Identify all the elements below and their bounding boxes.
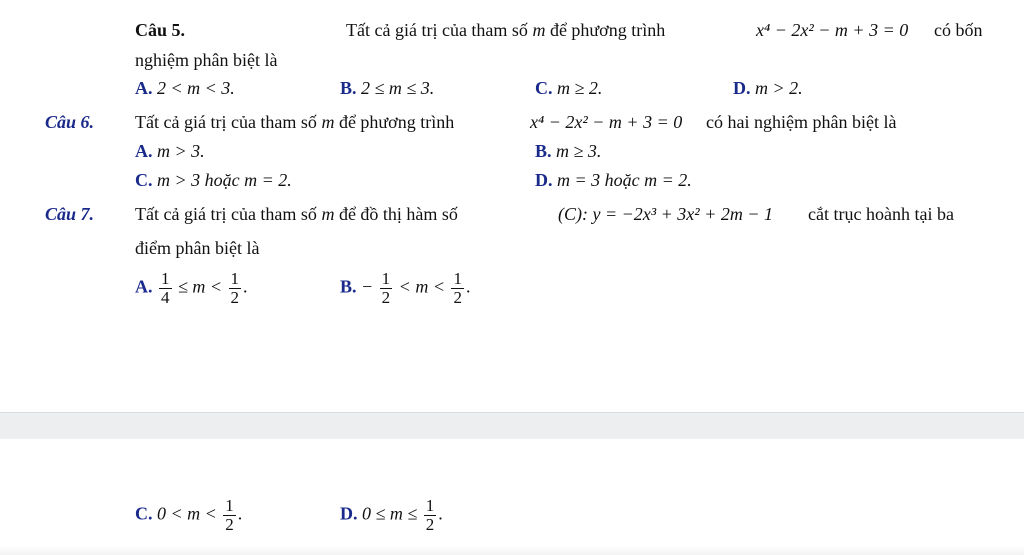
q5-option-c bbox=[535, 78, 602, 99]
q6-option-c bbox=[135, 170, 292, 191]
q6-option-c-key: C. bbox=[135, 170, 153, 190]
question-6-label: Câu 6. bbox=[45, 112, 95, 132]
q6-option-c-text: m > 3 hoặc m = 2. bbox=[157, 170, 292, 190]
q5-intro: Tất cả giá trị của tham số bbox=[346, 20, 528, 40]
page-bottom-edge bbox=[0, 546, 1024, 555]
question-6-stem bbox=[135, 112, 454, 133]
q6-option-a-text: m > 3. bbox=[157, 141, 205, 161]
q6-var: m bbox=[321, 112, 335, 132]
q7-option-d-pre: 0 ≤ m ≤ bbox=[362, 503, 418, 524]
q6-mid: để phương trình bbox=[338, 112, 455, 132]
q7-stem-line2: điểm phân biệt là bbox=[135, 238, 260, 258]
q6-tail: có hai nghiệm phân biệt là bbox=[706, 112, 897, 132]
page-break-gap bbox=[0, 412, 1024, 439]
q7-option-a-key: A. bbox=[135, 276, 153, 297]
q6-option-b-text: m ≥ 3. bbox=[556, 141, 602, 161]
q5-option-d bbox=[733, 78, 803, 99]
q6-option-d-text: m = 3 hoặc m = 2. bbox=[557, 170, 692, 190]
q7-option-a: A. $\frac{1}{4}$ ≤ m < $\frac{1}{2}$ . bbox=[135, 269, 248, 307]
q7-option-c-pre: 0 < m < bbox=[157, 503, 217, 524]
q7-option-c: C. 0 < m < $\frac{1}{2}$ . bbox=[135, 496, 243, 534]
q5-mid: để phương trình bbox=[549, 20, 666, 40]
q5-option-b-text: 2 ≤ m ≤ 3. bbox=[361, 78, 435, 98]
q7-option-b-fraction-2: $\frac{1}{2}$ bbox=[453, 269, 462, 307]
q6-option-d-key: D. bbox=[535, 170, 553, 190]
q7-function: (C): y = −2x³ + 3x² + 2m − 1 bbox=[558, 204, 773, 224]
q7-mid: để đồ thị hàm số bbox=[338, 204, 458, 224]
q7-tail: cắt trục hoành tại ba bbox=[808, 204, 954, 224]
q7-option-d: D. 0 ≤ m ≤ $\frac{1}{2}$ . bbox=[340, 496, 443, 534]
q5-option-b-key: B. bbox=[340, 78, 357, 98]
q7-option-a-fraction-2: $\frac{1}{2}$ bbox=[230, 269, 240, 307]
q7-option-b: B. − $\frac{1}{2}$ < m < $\frac{1}{2}$ . bbox=[340, 269, 471, 307]
q7-option-b-fraction-1: $\frac{1}{2}$ bbox=[381, 269, 391, 307]
q6-option-d bbox=[535, 170, 692, 191]
q7-option-b-key: B. bbox=[340, 276, 357, 297]
q5-option-a bbox=[135, 78, 235, 99]
q5-tail: có bốn bbox=[934, 20, 983, 40]
q7-var: m bbox=[321, 204, 335, 224]
q5-option-a-text: 2 < m < 3. bbox=[157, 78, 235, 98]
q6-intro: Tất cả giá trị của tham số bbox=[135, 112, 317, 132]
q5-option-d-key: D. bbox=[733, 78, 751, 98]
q7-option-a-fraction-1: $\frac{1}{4}$ bbox=[161, 269, 170, 307]
q7-option-a-mid: ≤ m < bbox=[178, 276, 223, 297]
q5-option-b bbox=[340, 78, 434, 99]
q6-option-a bbox=[135, 141, 205, 162]
q5-equation: x⁴ − 2x² − m + 3 = 0 bbox=[756, 20, 909, 40]
q6-option-a-key: A. bbox=[135, 141, 153, 161]
q7-option-c-fraction: $\frac{1}{2}$ bbox=[225, 496, 234, 534]
q7-intro: Tất cả giá trị của tham số bbox=[135, 204, 317, 224]
q7-option-d-fraction: $\frac{1}{2}$ bbox=[425, 496, 435, 534]
q5-option-c-text: m ≥ 2. bbox=[557, 78, 603, 98]
q7-option-b-mid: < m < bbox=[398, 276, 445, 297]
q7-option-b-left: − bbox=[361, 276, 374, 297]
question-5-stem bbox=[346, 20, 665, 41]
question-7-label: Câu 7. bbox=[45, 204, 95, 224]
q5-var: m bbox=[532, 20, 546, 40]
q6-option-b-key: B. bbox=[535, 141, 552, 161]
q5-option-d-text: m > 2. bbox=[755, 78, 803, 98]
q5-stem-line2: nghiệm phân biệt là bbox=[135, 50, 278, 70]
question-7-stem bbox=[135, 204, 458, 225]
q7-option-d-key: D. bbox=[340, 503, 358, 524]
question-5-label: Câu 5. bbox=[135, 20, 186, 40]
q6-equation: x⁴ − 2x² − m + 3 = 0 bbox=[530, 112, 683, 132]
q7-option-c-key: C. bbox=[135, 503, 153, 524]
q5-option-c-key: C. bbox=[535, 78, 553, 98]
q5-option-a-key: A. bbox=[135, 78, 153, 98]
q6-option-b bbox=[535, 141, 601, 162]
